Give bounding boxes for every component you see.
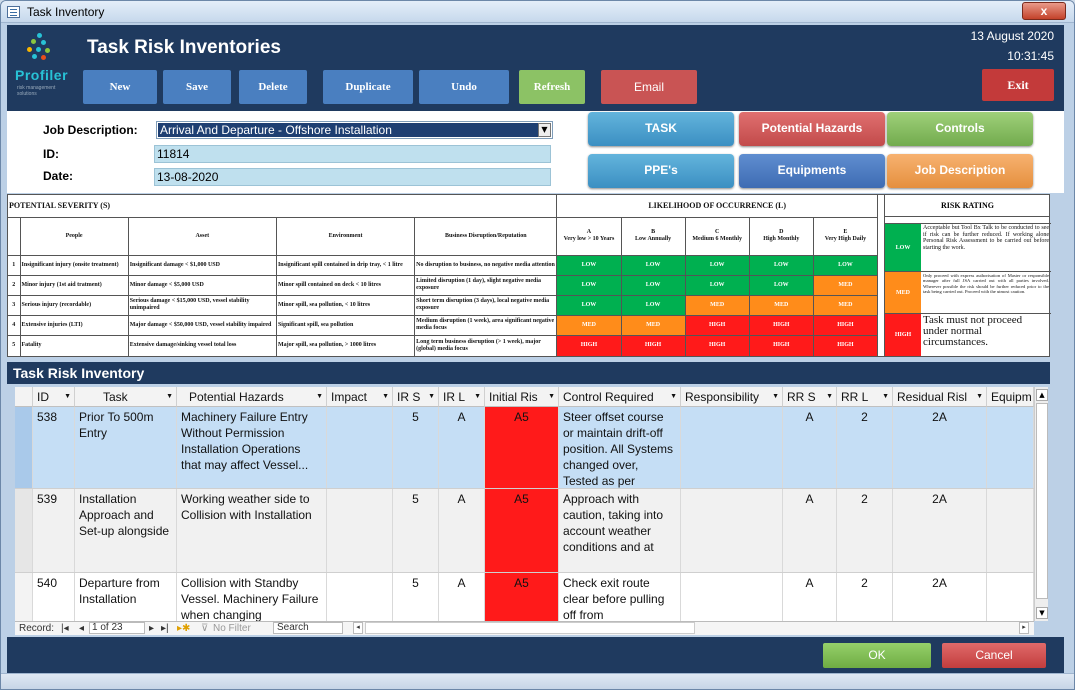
severity-environment: Major spill, sea pollution, > 1000 litres [276,335,414,356]
cell-initial-risk[interactable]: A5 [485,573,559,621]
severity-people: Fatality [20,335,128,356]
cell-residual-risk[interactable]: 2A [893,573,987,621]
matrix-cell: LOW [813,255,877,275]
severity-asset: Major damage < $50,000 USD, vessel stability impaired [128,315,276,335]
likelihood-col-d [749,217,813,255]
chevron-down-icon[interactable]: ▼ [64,393,71,400]
cell-rrs[interactable]: A [783,407,837,488]
rating-badge: HIGH [885,314,921,356]
scroll-right-icon[interactable]: ▸ [1019,622,1029,634]
severity-asset: Serious damage < $15,000 USD, vessel stability unimpaired [128,295,276,315]
severity-business: Medium disruption (1 week), area significant negative media focus [415,315,557,335]
column-header-control-required[interactable] [559,387,681,407]
matrix-cell: LOW [749,275,813,295]
severity-num: 5 [8,335,20,356]
cell-id[interactable]: 539 [33,489,75,572]
likelihood-label: Low Annually [634,236,672,242]
column-header-impact[interactable] [327,387,393,407]
likelihood-title: LIKELIHOOD OF OCCURRENCE (L) [557,195,878,217]
severity-title: POTENTIAL SEVERITY (S) [8,195,557,217]
business-header: Business Disruption/Reputation [415,217,557,255]
ppe-nav-button[interactable]: PPE's [588,154,734,188]
table-row[interactable] [15,573,1034,621]
cell-potential-hazards[interactable]: Machinery Failure Entry Without Permission Installation Operations that may affect Vessel... [177,407,327,488]
severity-business: Limited disruption (1 day), slight negative media exposure [415,275,557,295]
table-row[interactable] [15,407,1034,489]
column-header-initial-risk[interactable] [485,387,559,407]
chevron-down-icon[interactable]: ▼ [548,393,555,400]
page-title: Task Risk Inventories [87,37,281,58]
matrix-cell: HIGH [685,315,749,335]
likelihood-letter: C [715,229,720,235]
column-header-task[interactable] [75,387,177,407]
severity-num-header [8,217,20,255]
chevron-down-icon[interactable]: ▼ [670,393,677,400]
severity-environment: Minor spill, sea pollution, < 10 litres [276,295,414,315]
matrix-cell: LOW [621,275,685,295]
controls-nav-button[interactable]: Controls [887,112,1033,146]
matrix-cell: HIGH [621,335,685,356]
risk-rating-low [885,223,1051,271]
cell-irl[interactable]: A [439,573,485,621]
row-selector-header[interactable] [15,387,33,407]
severity-num: 1 [8,255,20,275]
matrix-cell: MED [813,295,877,315]
window-close-button[interactable]: x [1022,2,1066,20]
cell-initial-risk[interactable]: A5 [485,407,559,488]
severity-num: 2 [8,275,20,295]
undo-button[interactable]: Undo [419,70,509,104]
severity-business: No disruption to business, no negative media attention [415,255,557,275]
inventory-title: Task Risk Inventory [7,362,1050,384]
cell-control-required[interactable]: Check exit route clear before pulling off from [559,573,681,621]
chevron-down-icon[interactable]: ▼ [538,123,551,137]
severity-environment: Significant spill, sea pollution [276,315,414,335]
matrix-cell: HIGH [749,315,813,335]
matrix-cell: MED [557,315,621,335]
cell-control-required[interactable]: Steer offset course or maintain drift-off position. All Systems changed over, Tested as per [559,407,681,488]
table-row[interactable] [15,489,1034,573]
scroll-down-icon[interactable]: ▼ [1036,607,1048,619]
matrix-cell: HIGH [749,335,813,356]
filter-icon[interactable]: ⊽ [201,623,209,634]
matrix-cell: LOW [557,275,621,295]
column-header-label: Residual Risl [897,390,968,404]
risk-rating-panel [884,195,1050,356]
chevron-down-icon[interactable]: ▼ [826,393,833,400]
likelihood-label: Very low > 10 Years [563,236,615,242]
column-header-label: RR L [841,390,869,404]
refresh-button[interactable]: Refresh [519,70,585,104]
cell-rrs[interactable]: A [783,573,837,621]
people-header: People [20,217,128,255]
column-header-label: Control Required [563,390,654,404]
severity-business: Long term business disruption (> 1 week), major (global) media focus [415,335,557,356]
column-header-label: Impact [331,390,368,404]
current-time: 10:31:45 [1007,49,1054,63]
task-risk-inventory-grid [15,387,1034,621]
matrix-cell: LOW [557,255,621,275]
cell-impact[interactable] [327,489,393,572]
record-label: Record: [19,623,55,634]
cell-task[interactable]: Installation Approach and Set-up alongside [75,489,177,572]
cell-rrl[interactable]: 2 [837,489,893,572]
likelihood-col-a [557,217,621,255]
likelihood-label: High Monthly [763,236,800,242]
matrix-cell: LOW [621,255,685,275]
cell-task[interactable]: Prior To 500m Entry [75,407,177,488]
cell-rrs[interactable]: A [783,489,837,572]
cell-impact[interactable] [327,573,393,621]
cell-irl[interactable]: A [439,489,485,572]
search-input[interactable]: Search [273,622,343,634]
cell-irs[interactable]: 5 [393,573,439,621]
profiler-logo [15,33,67,99]
cell-rrl[interactable]: 2 [837,407,893,488]
exit-button[interactable]: Exit [982,69,1054,101]
cell-rrl[interactable]: 2 [837,573,893,621]
potential-hazards-nav-button[interactable]: Potential Hazards [739,112,885,146]
risk-matrix [7,194,1050,357]
cell-equipment[interactable] [987,573,1034,621]
severity-num: 3 [8,295,20,315]
likelihood-col-c [685,217,749,255]
cell-potential-hazards[interactable]: Collision with Standby Vessel. Machinery Failure when changing [177,573,327,621]
severity-row [8,335,878,356]
likelihood-letter: B [651,229,656,235]
chevron-down-icon[interactable]: ▼ [428,393,435,400]
risk-rating-high [885,313,1051,356]
severity-num: 4 [8,315,20,335]
record-position[interactable]: 1 of 23 [89,622,145,634]
cell-id[interactable]: 538 [33,407,75,488]
rating-description: Acceptable but Tool Bx Talk to be conducted to see if risk can be further reduced. If working alone Personal Risk Assessment to be carried out before starting the work. [923,225,1049,251]
matrix-cell: HIGH [557,335,621,356]
chevron-down-icon[interactable]: ▼ [474,393,481,400]
risk-rating-title: RISK RATING [885,195,1050,217]
severity-row [8,295,878,315]
rating-description: Only proceed with express authorisation of Master or responsible manager after full JSA carried out with all parties involved. Wherever possible the risk should be further reduced prior to the task being carried out. Proceed with the utmost caution. [923,273,1049,295]
column-header-id[interactable] [33,387,75,407]
chevron-down-icon[interactable]: ▼ [976,393,983,400]
prev-record-icon[interactable]: ◂ [79,623,85,634]
severity-asset: Extensive damage/sinking vessel total loss [128,335,276,356]
scroll-thumb[interactable] [1036,403,1048,599]
column-header-label: Initial Ris [489,390,538,404]
severity-people: Serious injury (recordable) [20,295,128,315]
job-description-nav-button[interactable]: Job Description [887,154,1033,188]
new-button[interactable]: New [83,70,157,104]
likelihood-label: Very High Daily [824,236,867,242]
rating-badge: LOW [885,224,921,271]
logo-tagline: risk management solutions [17,85,56,97]
column-header-responsibility[interactable] [681,387,783,407]
chevron-down-icon[interactable]: ▼ [382,393,389,400]
row-selector[interactable] [15,573,33,621]
column-header-label: RR S [787,390,816,404]
matrix-cell: LOW [621,295,685,315]
severity-environment: Insignificant spill contained in drip tray, < 1 litre [276,255,414,275]
window-titlebar [1,1,1074,23]
cell-impact[interactable] [327,407,393,488]
next-record-icon[interactable]: ▸ [149,623,155,634]
new-record-icon[interactable]: ▸✱ [177,623,191,634]
cell-initial-risk[interactable]: A5 [485,489,559,572]
likelihood-label: Medium 6 Monthly [692,236,743,242]
severity-row [8,275,878,295]
cell-equipment[interactable] [987,407,1034,488]
likelihood-col-e [813,217,877,255]
scroll-left-icon[interactable]: ◂ [353,622,363,634]
severity-people: Insignificant injury (onsite treatment) [20,255,128,275]
matrix-cell: LOW [685,275,749,295]
matrix-cell: LOW [749,255,813,275]
matrix-cell: MED [749,295,813,315]
cell-residual-risk[interactable]: 2A [893,407,987,488]
rating-badge: MED [885,272,921,313]
column-header-rrl[interactable] [837,387,893,407]
matrix-cell: MED [621,315,685,335]
first-record-icon[interactable]: |◂ [61,623,69,634]
job-details-form [7,111,1064,193]
logo-text: Profiler [15,67,69,83]
cell-irs[interactable]: 5 [393,407,439,488]
equipments-nav-button[interactable]: Equipments [739,154,885,188]
email-button[interactable]: Email [601,70,697,104]
column-header-label: IR S [397,390,421,404]
severity-people: Minor injury (1st aid tratment) [20,275,128,295]
cell-responsibility[interactable] [681,489,783,572]
row-selector[interactable] [15,407,33,488]
vertical-scrollbar[interactable] [1034,387,1048,621]
column-header-label: Task [103,390,128,404]
cell-irs[interactable]: 5 [393,489,439,572]
matrix-cell: HIGH [685,335,749,356]
column-header-residual-risk[interactable] [893,387,987,407]
cell-responsibility[interactable] [681,407,783,488]
matrix-cell: LOW [557,295,621,315]
column-header-potential-hazards[interactable] [177,387,327,407]
column-header-label: IR L [443,390,466,404]
column-header-rrs[interactable] [783,387,837,407]
column-header-label: Potential Hazards [189,390,284,404]
cell-task[interactable]: Departure from Installation [75,573,177,621]
chevron-down-icon[interactable]: ▼ [316,393,323,400]
rating-description: Task must not proceed under normal circumstances. [923,314,1023,348]
severity-asset: Minor damage < $5,000 USD [128,275,276,295]
severity-row [8,315,878,335]
likelihood-letter: D [779,229,784,235]
date-label: Date: [43,169,74,183]
cell-control-required[interactable]: Approach with caution, taking into account weather conditions and at [559,489,681,572]
current-date: 13 August 2020 [970,29,1054,43]
column-header-label: Responsibility [685,390,760,404]
last-record-icon[interactable]: ▸| [161,623,169,634]
matrix-cell: MED [685,295,749,315]
row-selector[interactable] [15,489,33,572]
scroll-up-icon[interactable]: ▲ [1036,389,1048,401]
matrix-cell: LOW [685,255,749,275]
window-title: Task Inventory [27,5,105,19]
severity-environment: Minor spill contained on deck < 10 litres [276,275,414,295]
save-button[interactable]: Save [163,70,231,104]
filter-status[interactable]: No Filter [213,623,251,634]
form-icon [7,6,20,18]
severity-row [8,255,878,275]
delete-button[interactable]: Delete [239,70,307,104]
id-label: ID: [43,147,59,161]
chevron-down-icon[interactable]: ▼ [882,393,889,400]
record-navigator [15,621,1034,635]
status-bar [1,673,1074,690]
job-description-value: Arrival And Departure - Offshore Installation [158,123,538,137]
matrix-cell: MED [813,275,877,295]
matrix-cell: HIGH [813,315,877,335]
app-header [7,25,1064,111]
cell-residual-risk[interactable]: 2A [893,489,987,572]
task-nav-button[interactable]: TASK [588,112,734,146]
asset-header: Asset [128,217,276,255]
cell-id[interactable]: 540 [33,573,75,621]
duplicate-button[interactable]: Duplicate [323,70,413,104]
severity-business: Short term disruption (3 days), local negative media exposure [415,295,557,315]
dialog-footer [7,637,1064,673]
job-description-label: Job Description: [43,123,138,137]
ok-button[interactable]: OK [823,643,931,668]
cell-irl[interactable]: A [439,407,485,488]
column-header-label: ID [37,390,49,404]
likelihood-col-b [621,217,685,255]
likelihood-letter: E [843,229,848,235]
severity-likelihood-table [8,195,878,356]
date-field[interactable]: 13-08-2020 [154,168,551,186]
id-field[interactable]: 11814 [154,145,551,163]
matrix-cell: HIGH [813,335,877,356]
column-header-equipment[interactable] [987,387,1034,407]
severity-asset: Insignificant damage < $1,000 USD [128,255,276,275]
environment-header: Environment [276,217,414,255]
cell-equipment[interactable] [987,489,1034,572]
cancel-button[interactable]: Cancel [942,643,1046,668]
column-header-label: Equipm [991,390,1032,404]
risk-rating-med [885,271,1051,313]
chevron-down-icon[interactable]: ▼ [166,393,173,400]
logo-dots-icon [27,33,53,61]
column-header-irl[interactable] [439,387,485,407]
cell-responsibility[interactable] [681,573,783,621]
chevron-down-icon[interactable]: ▼ [772,393,779,400]
horizontal-scrollbar[interactable] [365,622,695,634]
column-header-irs[interactable] [393,387,439,407]
likelihood-letter: A [586,229,592,235]
severity-people: Extensive injuries (LTI) [20,315,128,335]
cell-potential-hazards[interactable]: Working weather side to Collision with Installation [177,489,327,572]
job-description-select[interactable] [156,121,553,139]
